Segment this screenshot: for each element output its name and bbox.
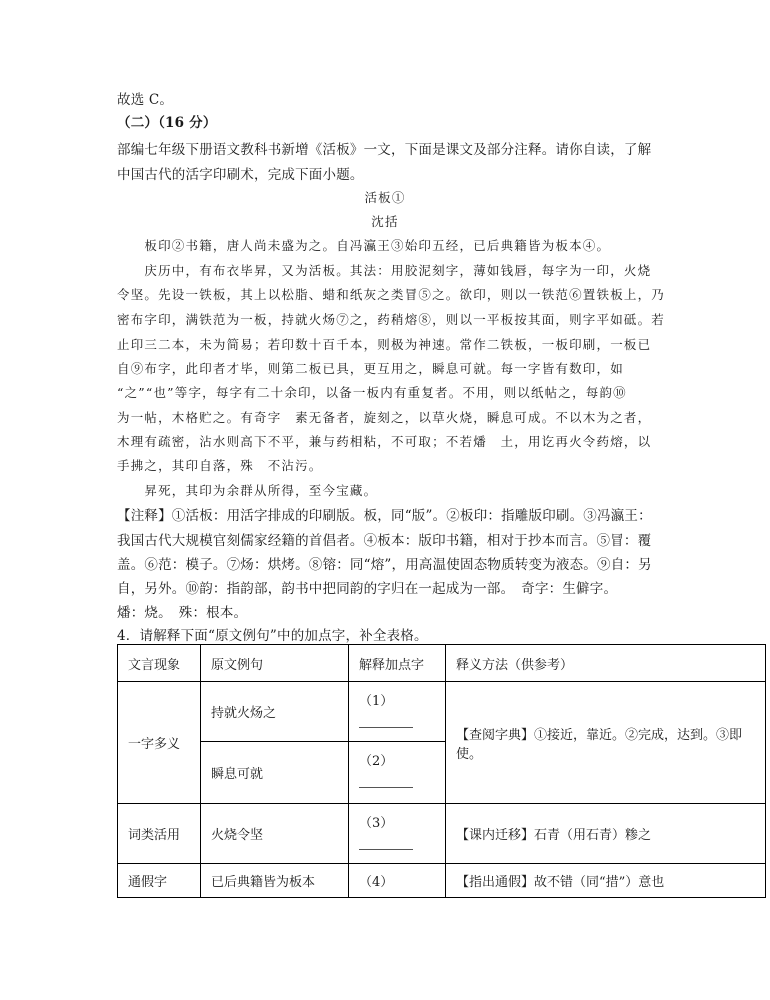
question-4: 4．请解释下面“原文例句”中的加点字，补全表格。 [117,628,428,644]
table-row [118,682,766,742]
essay-line: 手拂之，其印自落，殊 不沾污。 [117,458,323,473]
essay-line: 板印②书籍，唐人尚未盛为之。自冯瀛王③始印五经，已后典籍皆为板本④。 [117,238,611,253]
essay-line: 密布字印，满铁范为一板，持就火炀⑦之，药稍熔⑧，则以一平板按其面，则字平如砥。若 [117,312,666,327]
phenomenon-cell: 通假字 [118,864,201,898]
sentence-cell: 持就火炀之 [201,682,349,742]
answer-blank[interactable] [359,833,413,850]
answer-cell [349,682,446,742]
answer-number: （2） [359,754,394,769]
answer-blank[interactable] [359,711,413,728]
table-header: 原文例句 [201,645,349,682]
answer-cell [349,804,446,864]
answer-number: （3） [359,816,394,831]
sentence-cell: 已后典籍皆为板本 [201,864,349,898]
table-header: 解释加点字 [349,645,446,682]
phenomenon-cell: 一字多义 [118,682,201,804]
intro-line-2: 中国古代的活字印刷术，完成下面小题。 [117,167,364,183]
essay-line: 为一帖，木格贮之。有奇字 素无备者，旋刻之，以草火烧，瞬息可成。不以木为之者， [117,410,652,425]
answer-table [117,644,766,898]
table-row [118,804,766,864]
answer-number: （1） [359,694,394,709]
essay-line: 昇死，其印为余群从所得，至今宝藏。 [117,483,378,498]
note-line: 自，另外。⑩韵：指韵部，韵书中把同韵的字归在一起成为一部。 奇字：生僻字。 [117,581,618,597]
intro-line-1: 部编七年级下册语文教科书新增《活板》一文，下面是课文及部分注释。请你自读，了解 [117,142,652,158]
table-header-row [118,645,766,682]
essay-title: 活板① [364,190,406,205]
note-line: 【注释】①活板：用活字排成的印刷版。板，同“版”。②板印：指雕版印刷。③冯瀛王： [117,508,652,524]
note-line: 盖。⑥范：模子。⑦炀：烘烤。⑧镕：同“熔”，用高温使固态物质转变为液态。⑨自：另 [117,557,652,573]
section-heading: （二）（16 分） [117,115,217,131]
essay-line: 令坚。先设一铁板，其上以松脂、蜡和纸灰之类冒⑤之。欲印，则以一铁范⑥置铁板上，乃 [117,287,666,302]
essay-author: 沈括 [371,214,399,229]
table-header: 释义方法（供参考） [446,645,766,682]
phenomenon-cell: 词类活用 [118,804,201,864]
note-line: 我国古代大规模官刻儒家经籍的首倡者。④板本：版印书籍，相对于抄本而言。⑤冒：覆 [117,533,652,549]
sentence-cell: 火烧令坚 [201,804,349,864]
essay-line: 庆历中，有布衣毕昇，又为活板。其法：用胶泥刻字，薄如钱唇，每字为一印，火烧 [117,263,652,278]
method-cell: 【指出通假】故不错（同“措”）意也 [446,864,766,898]
answer-cell [349,742,446,804]
sentence-cell: 瞬息可就 [201,742,349,804]
essay-line: “之”“也”等字，每字有二十余印，以备一板内有重复者。不用，则以纸帖之，每韵⑩ [117,385,627,400]
essay-line: 止印三二本，未为简易；若印数十百千本，则极为神速。常作二铁板，一板印刷，一板已 [117,337,652,352]
essay-line: 木理有疏密，沾水则高下不平，兼与药相粘，不可取；不若燔 土，用讫再火令药熔，以 [117,434,652,449]
method-cell: 【查阅字典】①接近，靠近。②完成，达到。③即使。 [446,682,766,804]
table-row [118,864,766,898]
method-cell: 【课内迁移】石青（用石青）糁之 [446,804,766,864]
note-line: 燔：烧。 殊：根本。 [117,605,248,621]
answer-line: 故选 C。 [117,92,174,108]
essay-line: 自⑨布字，此印者才毕，则第二板已具，更互用之，瞬息可就。每一字皆有数印，如 [117,361,624,376]
answer-cell[interactable]: （4） [349,864,446,898]
answer-blank[interactable] [359,771,413,788]
table-header: 文言现象 [118,645,201,682]
